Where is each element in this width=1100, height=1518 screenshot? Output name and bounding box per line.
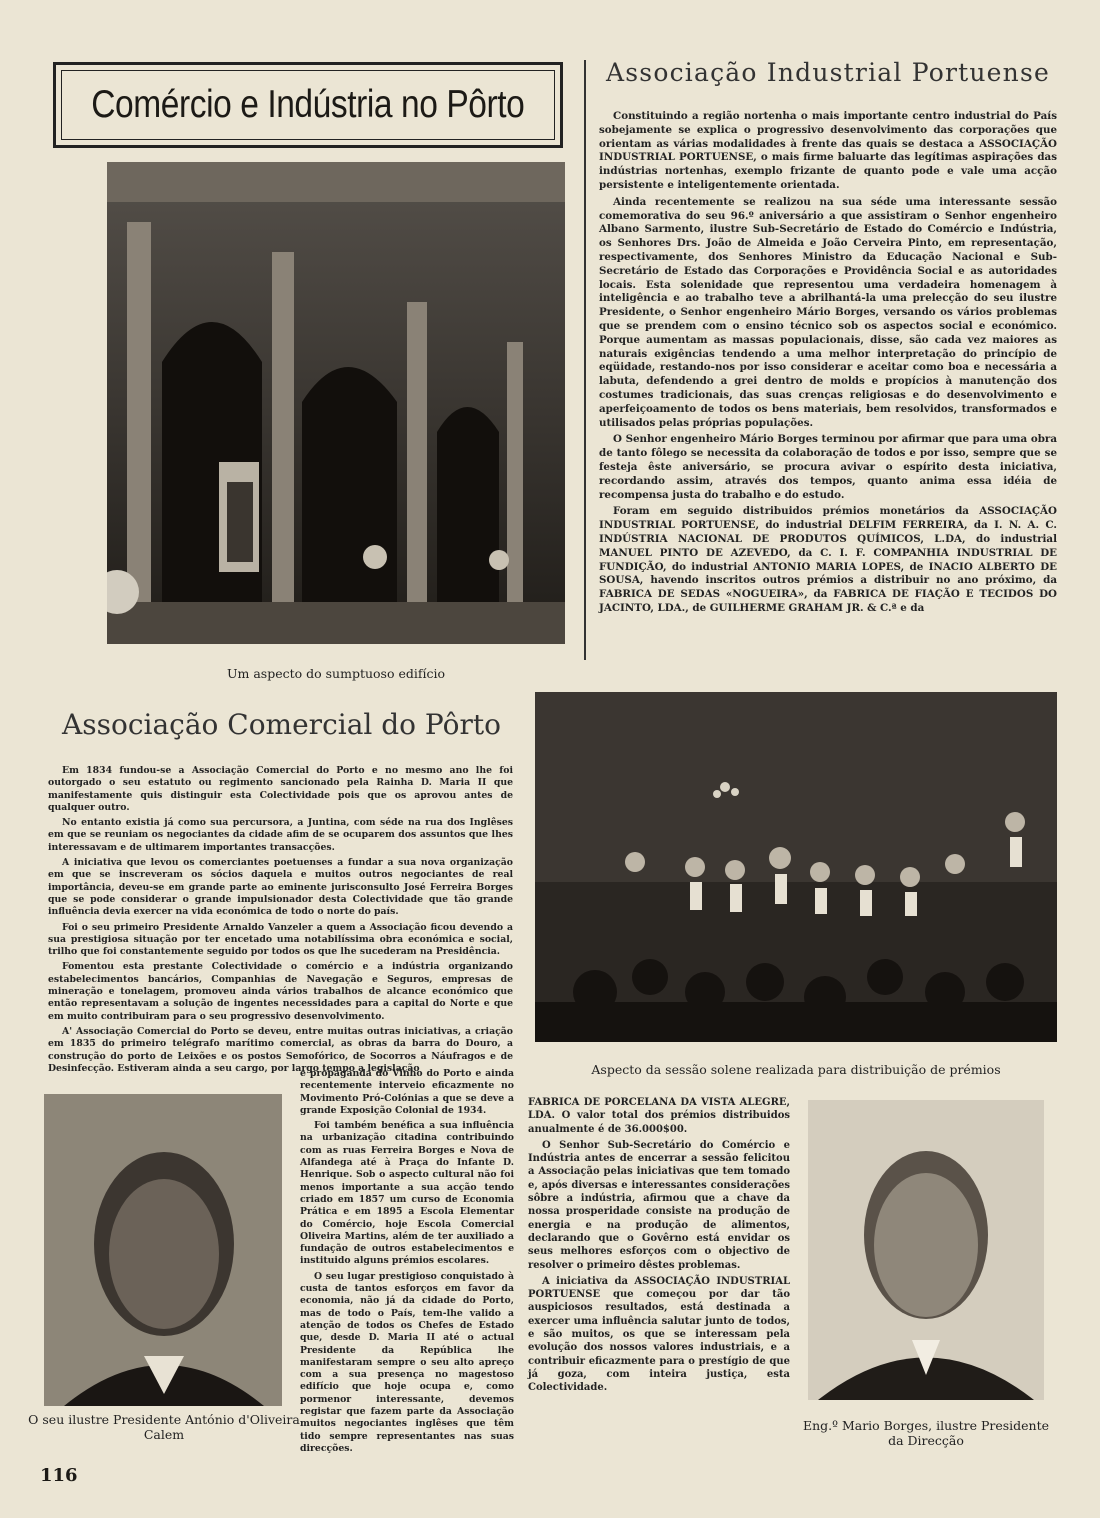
calem-caption: O seu ilustre Presidente António d'Oliveira Calem <box>28 1412 300 1442</box>
industrial-continuation-2: O Senhor Sub-Secretário do Comércio e Indústria antes de encerrar a sessão felicitou a Associação pelas iniciativas que tem tomado e, após diversas e interessantes considerações sôbre a indústria, afirmou que a chave da nossa prosperidade consiste na produção de energia e na produção de alimentos, declarando que o Govêrno está envidar os seus melhores esforços com o objectivo de resolver o primeiro dêstes problemas. <box>528 1139 790 1271</box>
borges-portrait-illustration <box>808 1100 1044 1400</box>
comercial-article-body <box>48 765 513 1078</box>
industrial-continuation-3: A iniciativa da ASSOCIAÇÃO INDUSTRIAL PORTUENSE que começou por dar tão auspiciosos resultados, está destinada a exercer uma influência salutar junto de todos, e são muitos, os que se interessam pela evolução dos nossos valores industriais, e a contribuir eficazmente para o prestígio de que já goza, com inteira justiça, esta Colectividade. <box>528 1275 790 1394</box>
masthead-title: Comércio e Indústria no Pôrto <box>91 83 525 126</box>
industrial-article-body <box>599 110 1057 619</box>
building-interior-illustration <box>107 162 565 644</box>
masthead-box <box>53 62 563 148</box>
borges-caption: Eng.º Mario Borges, ilustre Presidente da Direcção <box>802 1418 1050 1448</box>
calem-portrait-photo <box>44 1094 282 1406</box>
comercial-paragraph-5: Fomentou esta prestante Colectividade o comércio e a indústria organizando estabelecimentos bancários, Companhias de Navegação e Seguros, empresas de mineração e tonelagem, promoveu ainda vários trabalhos de alcance económico que então representavam a solução de ingentes necessidades para a capital do Norte e que em muito contribuiram para o seu progressivo desenvolvimento. <box>48 961 513 1022</box>
industrial-paragraph-2: Ainda recentemente se realizou na sua séde uma interessante sessão comemorativa do seu 96.º aniversário a que assistiram o Senhor engenheiro Albano Sarmento, ilustre Sub-Secretário de Estado do Comércio e Indústria, os Senhores Drs. João de Almeida e João Cerveira Pinto, em representação, respectivamente, dos Senhores Ministro da Educação Nacional e Sub-Secretário de Estado das Corporações e Providência Social e as autoridades locais. Esta solenidade que representou uma verdadeira homenagem à inteligência e ao trabalho teve a abrilhantá-la uma prelecção do seu ilustre Presidente, o Senhor engenheiro Mário Borges, versando os vários problemas que se prendem com o ensino técnico sob os aspectos social e económico. Porque aumentam as massas populacionais, disse, são cada vez maiores as naturais exigências tendendo a uma melhor interpretação do princípio de eqüidade, restando-nos por isso considerar e aceitar como boa e necessária a labuta, defendendo a grei dentro de molds e propícios à manutenção dos costumes tradicionais, das suas crenças religiosas e do desenvolvimento e aperfeiçoamento de todos os bens materiais, bem resolvidos, transformados e utilisados pelas próprias populações. <box>599 195 1057 429</box>
comercial-continuation-3: O seu lugar prestigioso conquistado à custa de tantos esforços em favor da economia, não já da cidade do Porto, mas de todo o País, tem-lhe valido a atenção de todos os Chefes de Estado que, desde D. Maria II até o actual Presidente da República lhe manifestaram sempre o seu alto apreço com a sua presença no magestoso edifício que hoje ocupa e, como pormenor interessante, devemos registar que fazem parte da Associação muitos negociantes inglêses que têm tido sempre representantes nas suas direcções. <box>300 1270 514 1454</box>
industrial-continuation-1: FABRICA DE PORCELANA DA VISTA ALEGRE, LDA. O valor total dos prémios distribuidos anualmente é de 36.000$00. <box>528 1097 790 1135</box>
session-illustration <box>535 692 1057 1042</box>
comercial-continuation-1: e propaganda do Vinho do Porto e ainda recentemente interveio eficazmente no Movimento Pró-Colónias a que se deve a grande Exposição Colonial de 1934. <box>300 1068 514 1116</box>
calem-portrait-illustration <box>44 1094 282 1406</box>
borges-portrait-photo <box>808 1100 1044 1400</box>
comercial-paragraph-4: Foi o seu primeiro Presidente Arnaldo Vanzeler a quem a Associação ficou devendo a sua prestigiosa situação por ter encetado uma notabilíssima obra económica e social, trilho que foi constantemente seguido por todos os que lhe sucederam na Presidência. <box>48 921 513 958</box>
industrial-paragraph-1: Constituindo a região nortenha o mais importante centro industrial do País sobejamente se explica o progressivo desenvolvimento das corporações que orientam as várias modalidades à frente das quais se destaca a ASSOCIAÇÃO INDUSTRIAL PORTUENSE, o mais firme baluarte das legítimas aspirações das indústrias nortenhas, exemplo frizante de quanto pode e vale uma acção persistente e inteligentemente orientada. <box>599 110 1057 191</box>
comercial-paragraph-2: No entanto existia já como sua percursora, a Juntina, com séde na rua dos Inglêses em que se reuniam os negociantes da cidade afim de se ocuparem dos assuntos que lhes interessavam e de ultimarem importantes transacções. <box>48 817 513 853</box>
comercial-headline: Associação Comercial do Pôrto <box>62 708 501 741</box>
building-interior-photo <box>107 162 565 644</box>
industrial-paragraph-4: Foram em seguido distribuidos prémios monetários da ASSOCIAÇÃO INDUSTRIAL PORTUENSE, do industrial DELFIM FERREIRA, da I. N. A. C. INDÚSTRIA NACIONAL DE PRODUTOS QUÍMICOS, L.DA, do industrial MANUEL PINTO DE AZEVEDO, da C. I. F. COMPANHIA INDUSTRIAL DE FUNDIÇÃO, do industrial ANTONIO MARIA LOPES, de INACIO ALBERTO DE SOUSA, havendo inscritos outros prémios a distribuir no ano próximo, da FABRICA DE SEDAS «NOGUEIRA», da FABRICA DE FIAÇÃO E TECIDOS DO JACINTO, LDA., de GUILHERME GRAHAM JR. & C.ª e da <box>599 505 1057 614</box>
session-caption: Aspecto da sessão solene realizada para distribuição de prémios <box>591 1062 1001 1077</box>
comercial-continuation-2: Foi também benéfica a sua influência na urbanização citadina contribuindo com as ruas Ferreira Borges e Nova de Alfandega até à Praça do Infante D. Henrique. Sob o aspecto cultural não foi menos importante a sua acção tendo criado em 1857 um curso de Economia Prática e em 1895 a Escola Elementar do Comércio, hoje Escola Comercial Oliveira Martins, além de ter auxiliado a fundação de outros estabelecimentos e instituido alguns prémios escolares. <box>300 1120 514 1267</box>
comercial-paragraph-3: A iniciativa que levou os comerciantes poetuenses a fundar a sua nova organização em que se inscreveram os sócios daquela e muitos outros negociantes de real importância, deveu-se em grande parte ao eminente jurisconsulto José Ferreira Borges que se pode considerar o grande impulsionador desta Colectividade que tão grande influência devia exercer na vida económica de todo o norte do país. <box>48 857 513 918</box>
session-photo <box>535 692 1057 1042</box>
masthead-inner-frame <box>61 70 555 140</box>
column-divider <box>584 60 586 660</box>
comercial-paragraph-6: A' Associação Comercial do Porto se deveu, entre muitas outras iniciativas, a criação em 1835 do primeiro telégrafo marítimo comercial, as obras da barra do Douro, a construção do porto de Leixões e os postos Semofórico, de Socorros a Náufragos e de Desinfecção. Estiveram ainda a seu cargo, por largo tempo a legislação <box>48 1025 513 1074</box>
industrial-headline: Associação Industrial Portuense <box>606 58 1050 87</box>
page-number: 116 <box>40 1465 78 1486</box>
building-caption: Um aspecto do sumptuoso edifício <box>226 666 446 681</box>
industrial-paragraph-3: O Senhor engenheiro Mário Borges terminou por afirmar que para uma obra de tanto fôlego se necessita da colaboração de todos e por isso, sempre que se festeja êste aniversário, se procura avivar o espírito desta iniciativa, recordando assim, através dos tempos, quanto anima essa idéia de recompensa justa do trabalho e do estudo. <box>599 433 1057 501</box>
industrial-continuation-column <box>528 1096 790 1398</box>
comercial-continuation-column <box>300 1068 514 1458</box>
comercial-paragraph-1: Em 1834 fundou-se a Associação Comercial do Porto e no mesmo ano lhe foi outorgado o seu estatuto ou regimento sancionado pela Rainha D. Maria II que manifestamente quis distinguir esta Colectividade pois que os aprovou antes de qualquer outro. <box>48 765 513 813</box>
